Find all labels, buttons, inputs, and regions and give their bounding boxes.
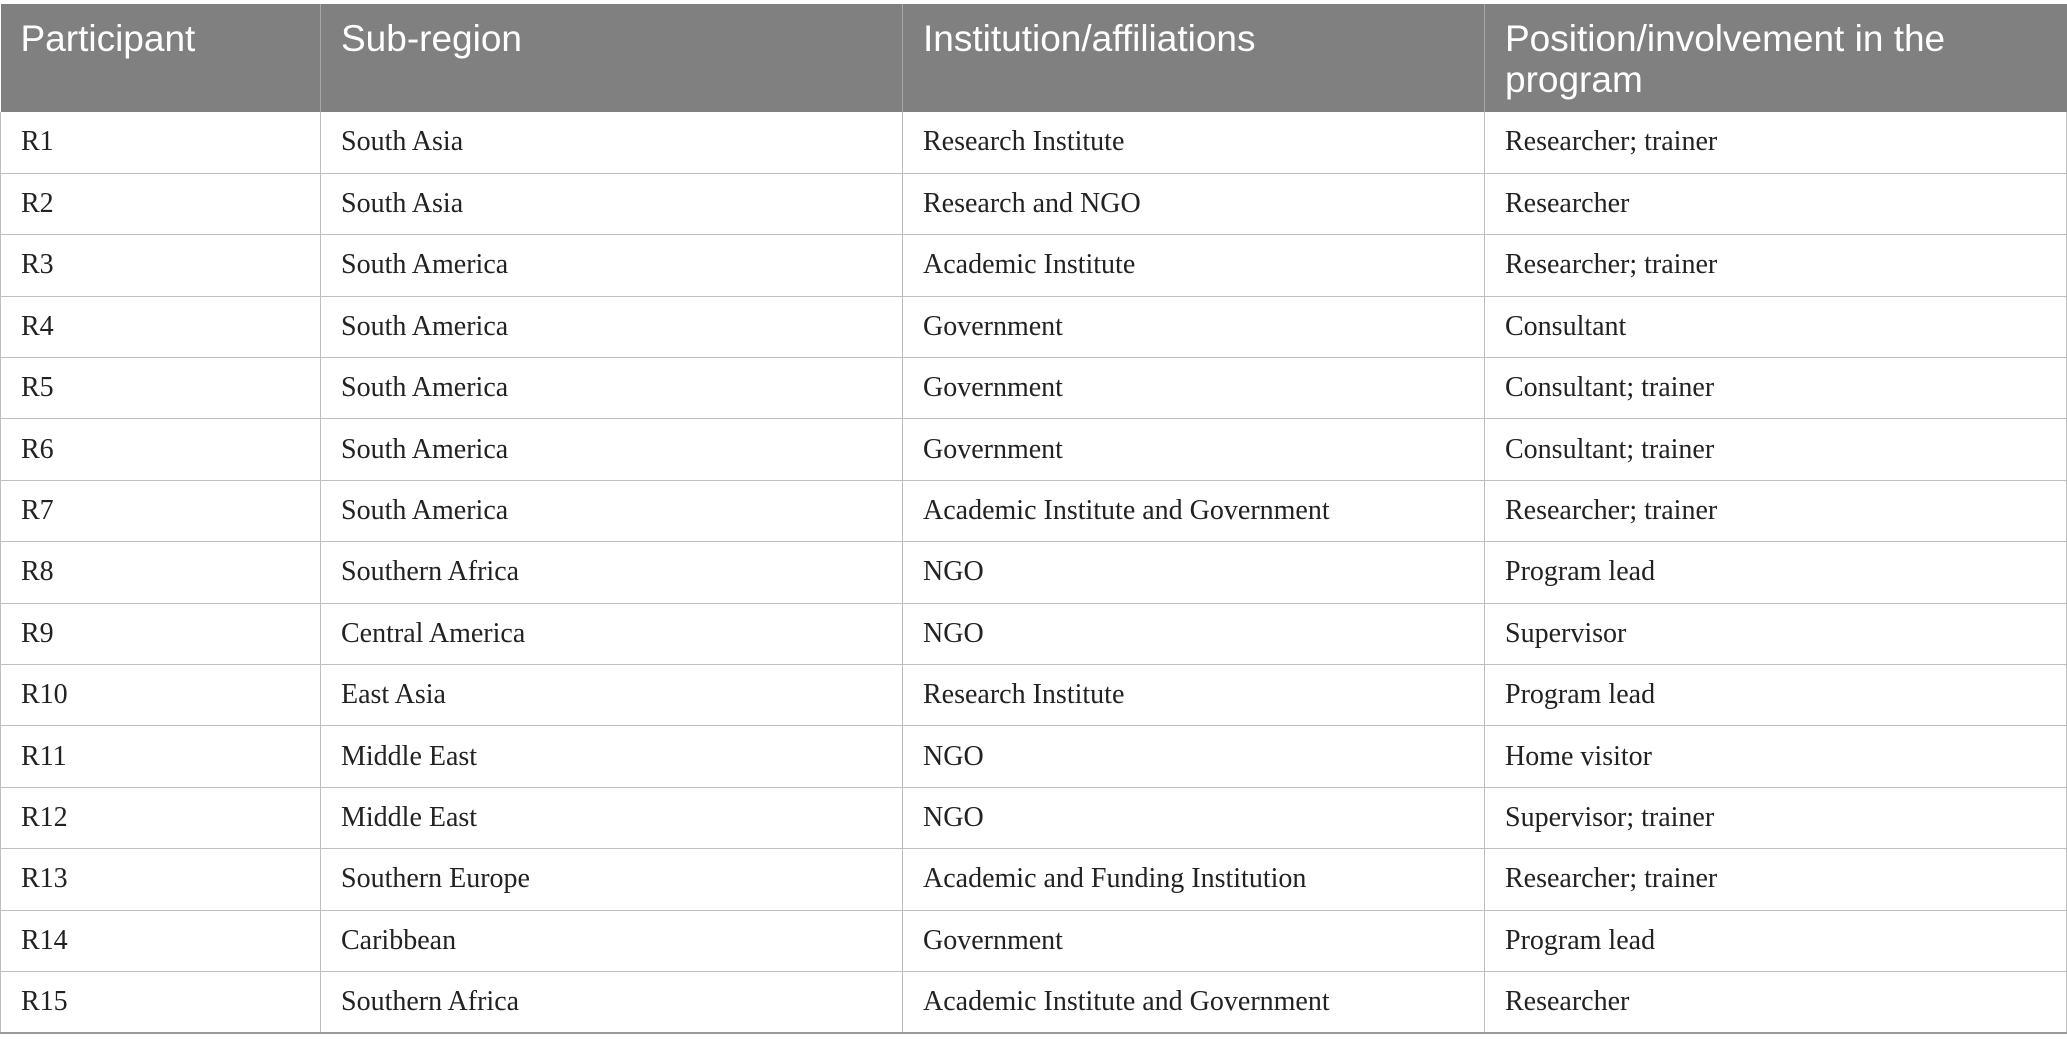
- institution-cell: Research Institute: [903, 665, 1485, 726]
- table-row: [1, 419, 2067, 480]
- position-cell: Supervisor; trainer: [1485, 787, 2067, 848]
- institution-cell: NGO: [903, 542, 1485, 603]
- sub-region-cell: Central America: [321, 603, 903, 664]
- position-cell: Researcher: [1485, 173, 2067, 234]
- header-participant: Participant: [1, 4, 321, 112]
- position-cell: Consultant; trainer: [1485, 358, 2067, 419]
- table-row: [1, 726, 2067, 787]
- sub-region-cell: South America: [321, 480, 903, 541]
- sub-region-cell: South Asia: [321, 112, 903, 173]
- table-row: [1, 971, 2067, 1032]
- position-cell: Researcher; trainer: [1485, 235, 2067, 296]
- table-row: [1, 665, 2067, 726]
- position-cell: Researcher; trainer: [1485, 112, 2067, 173]
- participant-cell: R4: [1, 296, 321, 357]
- participant-cell: R8: [1, 542, 321, 603]
- table-header: [1, 4, 2067, 112]
- participant-cell: R5: [1, 358, 321, 419]
- participants-table: [0, 4, 2067, 1034]
- header-sub-region: Sub-region: [321, 4, 903, 112]
- participants-table-container: [0, 4, 2066, 1034]
- header-position: Position/involvement in the program: [1485, 4, 2067, 112]
- institution-cell: NGO: [903, 726, 1485, 787]
- table-row: [1, 173, 2067, 234]
- sub-region-cell: East Asia: [321, 665, 903, 726]
- position-cell: Program lead: [1485, 542, 2067, 603]
- table-row: [1, 112, 2067, 173]
- participant-cell: R3: [1, 235, 321, 296]
- sub-region-cell: Middle East: [321, 726, 903, 787]
- participant-cell: R10: [1, 665, 321, 726]
- position-cell: Supervisor: [1485, 603, 2067, 664]
- institution-cell: Academic Institute and Government: [903, 971, 1485, 1032]
- participant-cell: R7: [1, 480, 321, 541]
- institution-cell: Academic and Funding Institution: [903, 849, 1485, 910]
- position-cell: Home visitor: [1485, 726, 2067, 787]
- sub-region-cell: South America: [321, 235, 903, 296]
- table-row: [1, 849, 2067, 910]
- position-cell: Researcher; trainer: [1485, 849, 2067, 910]
- institution-cell: Government: [903, 910, 1485, 971]
- position-cell: Researcher; trainer: [1485, 480, 2067, 541]
- institution-cell: Research and NGO: [903, 173, 1485, 234]
- position-cell: Consultant: [1485, 296, 2067, 357]
- header-institution: Institution/affiliations: [903, 4, 1485, 112]
- institution-cell: Academic Institute: [903, 235, 1485, 296]
- institution-cell: Government: [903, 296, 1485, 357]
- table-row: [1, 542, 2067, 603]
- table-row: [1, 910, 2067, 971]
- table-row: [1, 358, 2067, 419]
- sub-region-cell: Caribbean: [321, 910, 903, 971]
- institution-cell: Research Institute: [903, 112, 1485, 173]
- participant-cell: R1: [1, 112, 321, 173]
- position-cell: Researcher: [1485, 971, 2067, 1032]
- participant-cell: R11: [1, 726, 321, 787]
- table-body: [1, 112, 2067, 1033]
- institution-cell: NGO: [903, 603, 1485, 664]
- participant-cell: R9: [1, 603, 321, 664]
- sub-region-cell: South Asia: [321, 173, 903, 234]
- sub-region-cell: Middle East: [321, 787, 903, 848]
- table-row: [1, 480, 2067, 541]
- position-cell: Program lead: [1485, 665, 2067, 726]
- table-row: [1, 235, 2067, 296]
- sub-region-cell: Southern Africa: [321, 971, 903, 1032]
- position-cell: Program lead: [1485, 910, 2067, 971]
- position-cell: Consultant; trainer: [1485, 419, 2067, 480]
- table-row: [1, 603, 2067, 664]
- table-row: [1, 296, 2067, 357]
- participant-cell: R13: [1, 849, 321, 910]
- sub-region-cell: Southern Africa: [321, 542, 903, 603]
- table-row: [1, 787, 2067, 848]
- participant-cell: R12: [1, 787, 321, 848]
- participant-cell: R15: [1, 971, 321, 1032]
- participant-cell: R14: [1, 910, 321, 971]
- institution-cell: Government: [903, 419, 1485, 480]
- header-row: [1, 4, 2067, 112]
- sub-region-cell: South America: [321, 419, 903, 480]
- sub-region-cell: South America: [321, 296, 903, 357]
- sub-region-cell: South America: [321, 358, 903, 419]
- participant-cell: R6: [1, 419, 321, 480]
- institution-cell: Academic Institute and Government: [903, 480, 1485, 541]
- sub-region-cell: Southern Europe: [321, 849, 903, 910]
- participant-cell: R2: [1, 173, 321, 234]
- institution-cell: NGO: [903, 787, 1485, 848]
- institution-cell: Government: [903, 358, 1485, 419]
